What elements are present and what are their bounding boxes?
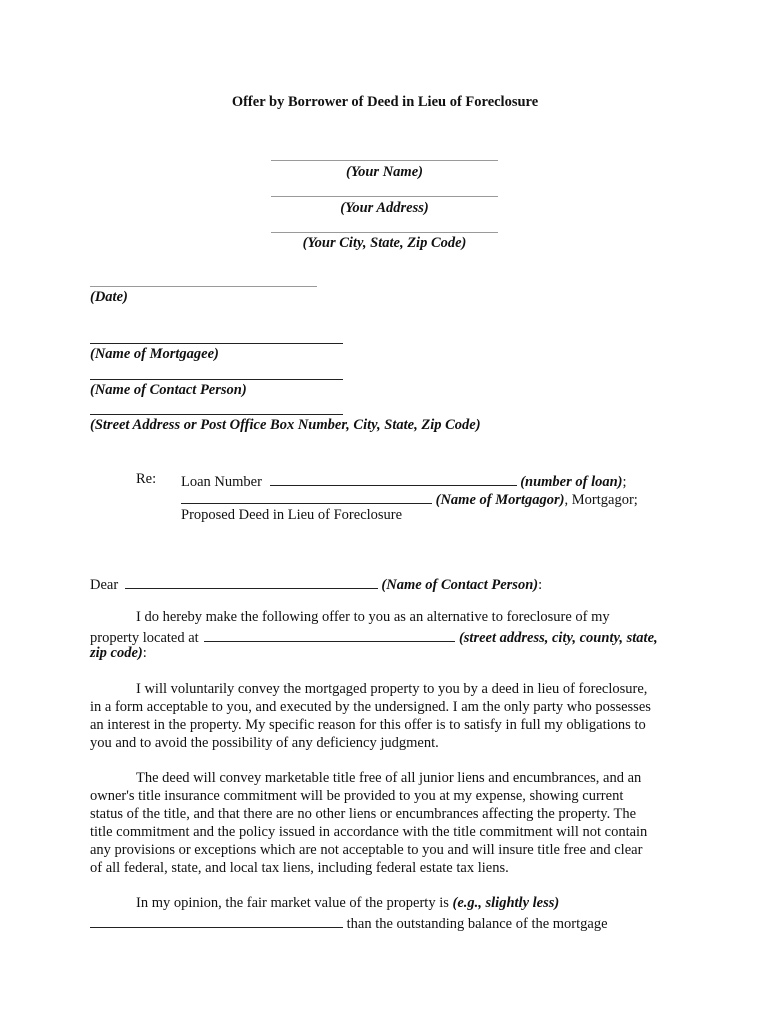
loan-number-hint: (number of loan) xyxy=(520,474,623,490)
para1-line2 xyxy=(90,627,658,647)
mortgagor-hint: (Name of Mortgagor) xyxy=(435,492,565,508)
para4-line2-suffix: than the outstanding balance of the mortgage xyxy=(346,916,608,932)
contact-person-line xyxy=(90,379,343,380)
date-label: (Date) xyxy=(90,289,128,305)
re-loan-line xyxy=(181,471,627,491)
loan-number-prefix: Loan Number xyxy=(181,474,262,490)
para1-line3-suffix: : xyxy=(142,645,147,661)
para4-line2 xyxy=(90,913,608,933)
para3-line: of all federal, state, and local tax liens, including federal estate tax liens. xyxy=(90,860,509,876)
para4-hint: (e.g., slightly less) xyxy=(452,895,560,911)
para3-line: owner's title insurance commitment will be provided to you at my expense, showing current xyxy=(90,788,624,804)
salutation-blank xyxy=(125,574,378,589)
para4-line1 xyxy=(136,895,559,912)
para2-line: you and to avoid the possibility of any deficiency judgment. xyxy=(90,735,439,751)
salutation-suffix: : xyxy=(538,577,543,593)
re-mortgagor-line xyxy=(181,489,638,509)
property-address-blank xyxy=(204,627,455,642)
contact-person-label: (Name of Contact Person) xyxy=(90,382,247,398)
para2-line: an interest in the property. My specific reason for this offer is to satisfy in full my obligations to xyxy=(90,717,646,733)
mortgagee-line xyxy=(90,343,343,344)
your-name-label: (Your Name) xyxy=(346,164,423,180)
recipient-address-label: (Street Address or Post Office Box Number, City, State, Zip Code) xyxy=(90,417,481,433)
para3-line: The deed will convey marketable title free of all junior liens and encumbrances, and an xyxy=(136,770,642,786)
para1-line1: I do hereby make the following offer to you as an alternative to foreclosure of my xyxy=(136,609,610,625)
para3-line: status of the title, and that there are no other liens or encumbrances affecting the property. The xyxy=(90,806,637,822)
your-address-line xyxy=(271,196,498,197)
re-subject: Proposed Deed in Lieu of Foreclosure xyxy=(181,507,403,523)
para3-line: title commitment and the policy issued in accordance with the title commitment will not contain xyxy=(90,824,648,840)
loan-number-blank xyxy=(270,471,517,486)
your-address-label: (Your Address) xyxy=(340,200,429,216)
market-value-blank xyxy=(90,913,343,928)
mortgagee-label: (Name of Mortgagee) xyxy=(90,346,219,362)
date-line xyxy=(90,286,317,287)
salutation-hint: (Name of Contact Person) xyxy=(381,577,539,593)
loan-number-suffix: ; xyxy=(622,474,627,490)
your-city-label: (Your City, State, Zip Code) xyxy=(302,235,467,251)
para3-line: any provisions or exceptions which are not acceptable to you and will insure title free and clear xyxy=(90,842,643,858)
salutation-prefix: Dear xyxy=(90,577,119,593)
re-label: Re: xyxy=(136,471,157,487)
para1-line3 xyxy=(90,645,147,662)
para2-line: in a form acceptable to you, and executed by the undersigned. I am the only party who possesses xyxy=(90,699,651,715)
recipient-address-line xyxy=(90,414,343,415)
para4-line1-prefix: In my opinion, the fair market value of the property is xyxy=(136,895,449,911)
para1-line2-prefix: property located at xyxy=(90,630,199,646)
document-title: Offer by Borrower of Deed in Lieu of Foreclosure xyxy=(231,94,539,110)
property-address-hint: (street address, city, county, state, xyxy=(458,630,658,646)
mortgagor-blank xyxy=(181,489,432,504)
your-city-line xyxy=(271,232,498,233)
para2-line: I will voluntarily convey the mortgaged property to you by a deed in lieu of foreclosure, xyxy=(136,681,648,697)
mortgagor-suffix: , Mortgagor; xyxy=(564,492,638,508)
property-address-hint-cont: zip code) xyxy=(90,645,143,661)
your-name-line xyxy=(271,160,498,161)
salutation xyxy=(90,574,542,594)
